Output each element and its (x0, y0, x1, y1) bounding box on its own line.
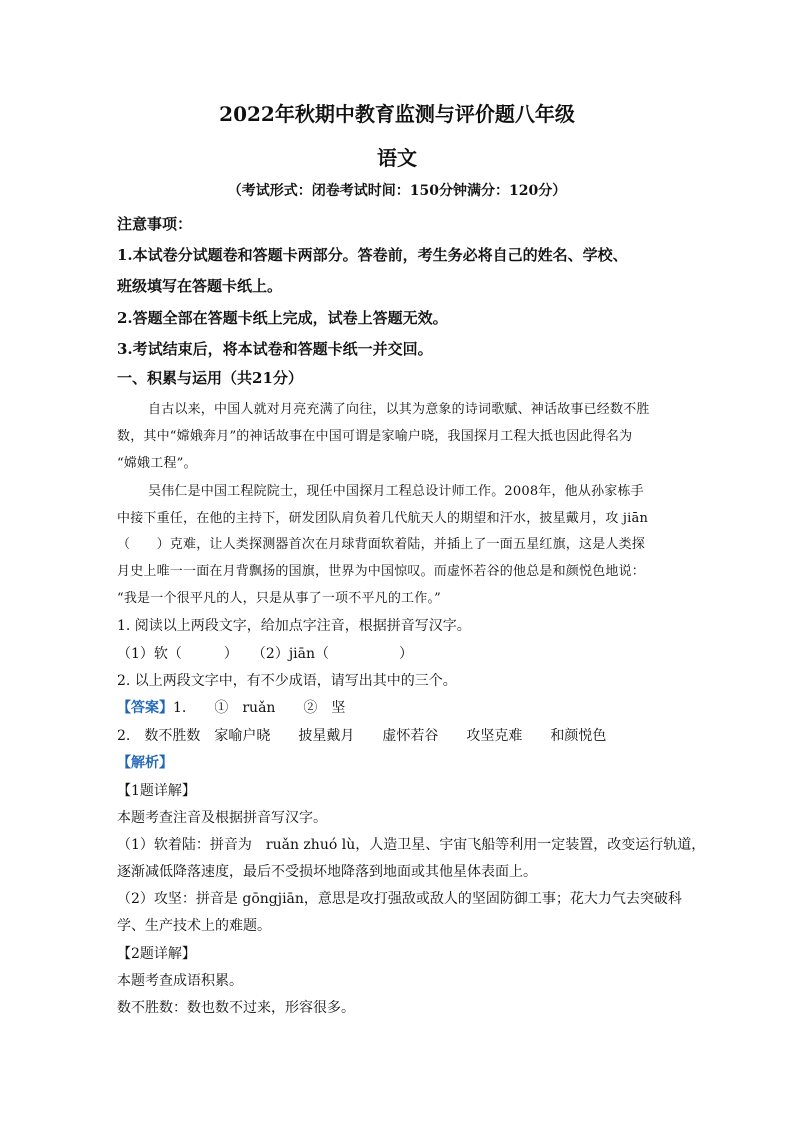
passage-2-line: “我是一个很平凡的人，只是从事了一项不平凡的工作。” (117, 591, 441, 606)
question-1-sub: （1）软（ ） （2）jiān（ ） (117, 646, 413, 662)
notice-item-2: 2.答题全部在答题卡纸上完成，试卷上答题无效。 (117, 309, 448, 327)
answer-tag: 【答案】 (117, 700, 173, 716)
answer-line-1 (117, 697, 345, 717)
detail-1-heading: 【1题详解】 (117, 783, 196, 799)
detail-1-line: （1）软着陆：拼音为 ruǎn zhuó lù，人造卫星、宇宙飞船等利用一定装置，改变运行轨道， (117, 837, 706, 853)
question-2: 2. 以上两段文字中，有不少成语，请写出其中的三个。 (117, 673, 457, 689)
exam-title: 2022年秋期中教育监测与评价题八年级 (219, 102, 575, 126)
exam-info: （考试形式：闭卷考试时间：150分钟满分：120分） (227, 183, 567, 199)
detail-1-intro: 本题考查注音及根据拼音写汉字。 (117, 810, 327, 826)
passage-1-line: 自古以来，中国人就对月亮充满了向往，以其为意象的诗词歌赋、神话故事已经数不胜 (148, 402, 650, 417)
notice-heading: 注意事项： (117, 215, 193, 233)
detail-1-line: 逐渐减低降落速度，最后不受损坏地降落到地面或其他星体表面上。 (117, 864, 537, 880)
notice-item-1a: 1.本试卷分试题卷和答题卡两部分。答卷前，考生务必将自己的姓名、学校、 (117, 246, 628, 264)
passage-1-line: 数，其中“嫦娥奔月”的神话故事在中国可谓是家喻户晓，我国探月工程大抵也因此得名为 (117, 429, 633, 444)
detail-1-line: 学、生产技术上的难题。 (117, 918, 271, 934)
passage-2-line: 月史上唯一一面在月背飘扬的国旗，世界为中国惊叹。而虚怀若谷的他总是和颜悦色地说： (117, 564, 646, 579)
detail-1-line: （2）攻坚：拼音是 gōngjiān，意思是攻打强敌或敌人的坚固防御工事；花大力气去突破科 (117, 891, 682, 907)
detail-2-heading: 【2题详解】 (117, 946, 196, 962)
detail-2-line: 数不胜数：数也数不过来，形容很多。 (117, 1000, 355, 1016)
section-heading: 一、积累与运用（共21分） (117, 369, 303, 387)
detail-2-intro: 本题考查成语积累。 (117, 973, 243, 989)
passage-2-line: （ ）克难，让人类探测器首次在月球背面软着陆，并插上了一面五星红旗，这是人类探 (117, 537, 646, 552)
answer-text-1: 1. ① ruǎn ② 坚 (173, 700, 346, 716)
notice-item-1b: 班级填写在答题卡纸上。 (117, 277, 283, 295)
subject-title: 语文 (377, 146, 417, 170)
notice-item-3: 3.考试结束后，将本试卷和答题卡纸一并交回。 (117, 340, 433, 358)
analysis-tag: 【解析】 (117, 755, 173, 771)
passage-2-line: 中接下重任，在他的主持下，研发团队肩负着几代航天人的期望和汗水，披星戴月，攻 jiān (117, 511, 649, 526)
answer-line-2: 2. 数不胜数 家喻户晓 披星戴月 虚怀若谷 攻坚克难 和颜悦色 (117, 728, 607, 744)
passage-2-line: 吴伟仁是中国工程院院士，现任中国探月工程总设计师工作。2008年，他从孙家栋手 (148, 484, 644, 499)
question-1: 1. 阅读以上两段文字，给加点字注音，根据拼音写汉字。 (117, 618, 471, 634)
passage-1-line: “嫦娥工程”。 (117, 456, 197, 471)
